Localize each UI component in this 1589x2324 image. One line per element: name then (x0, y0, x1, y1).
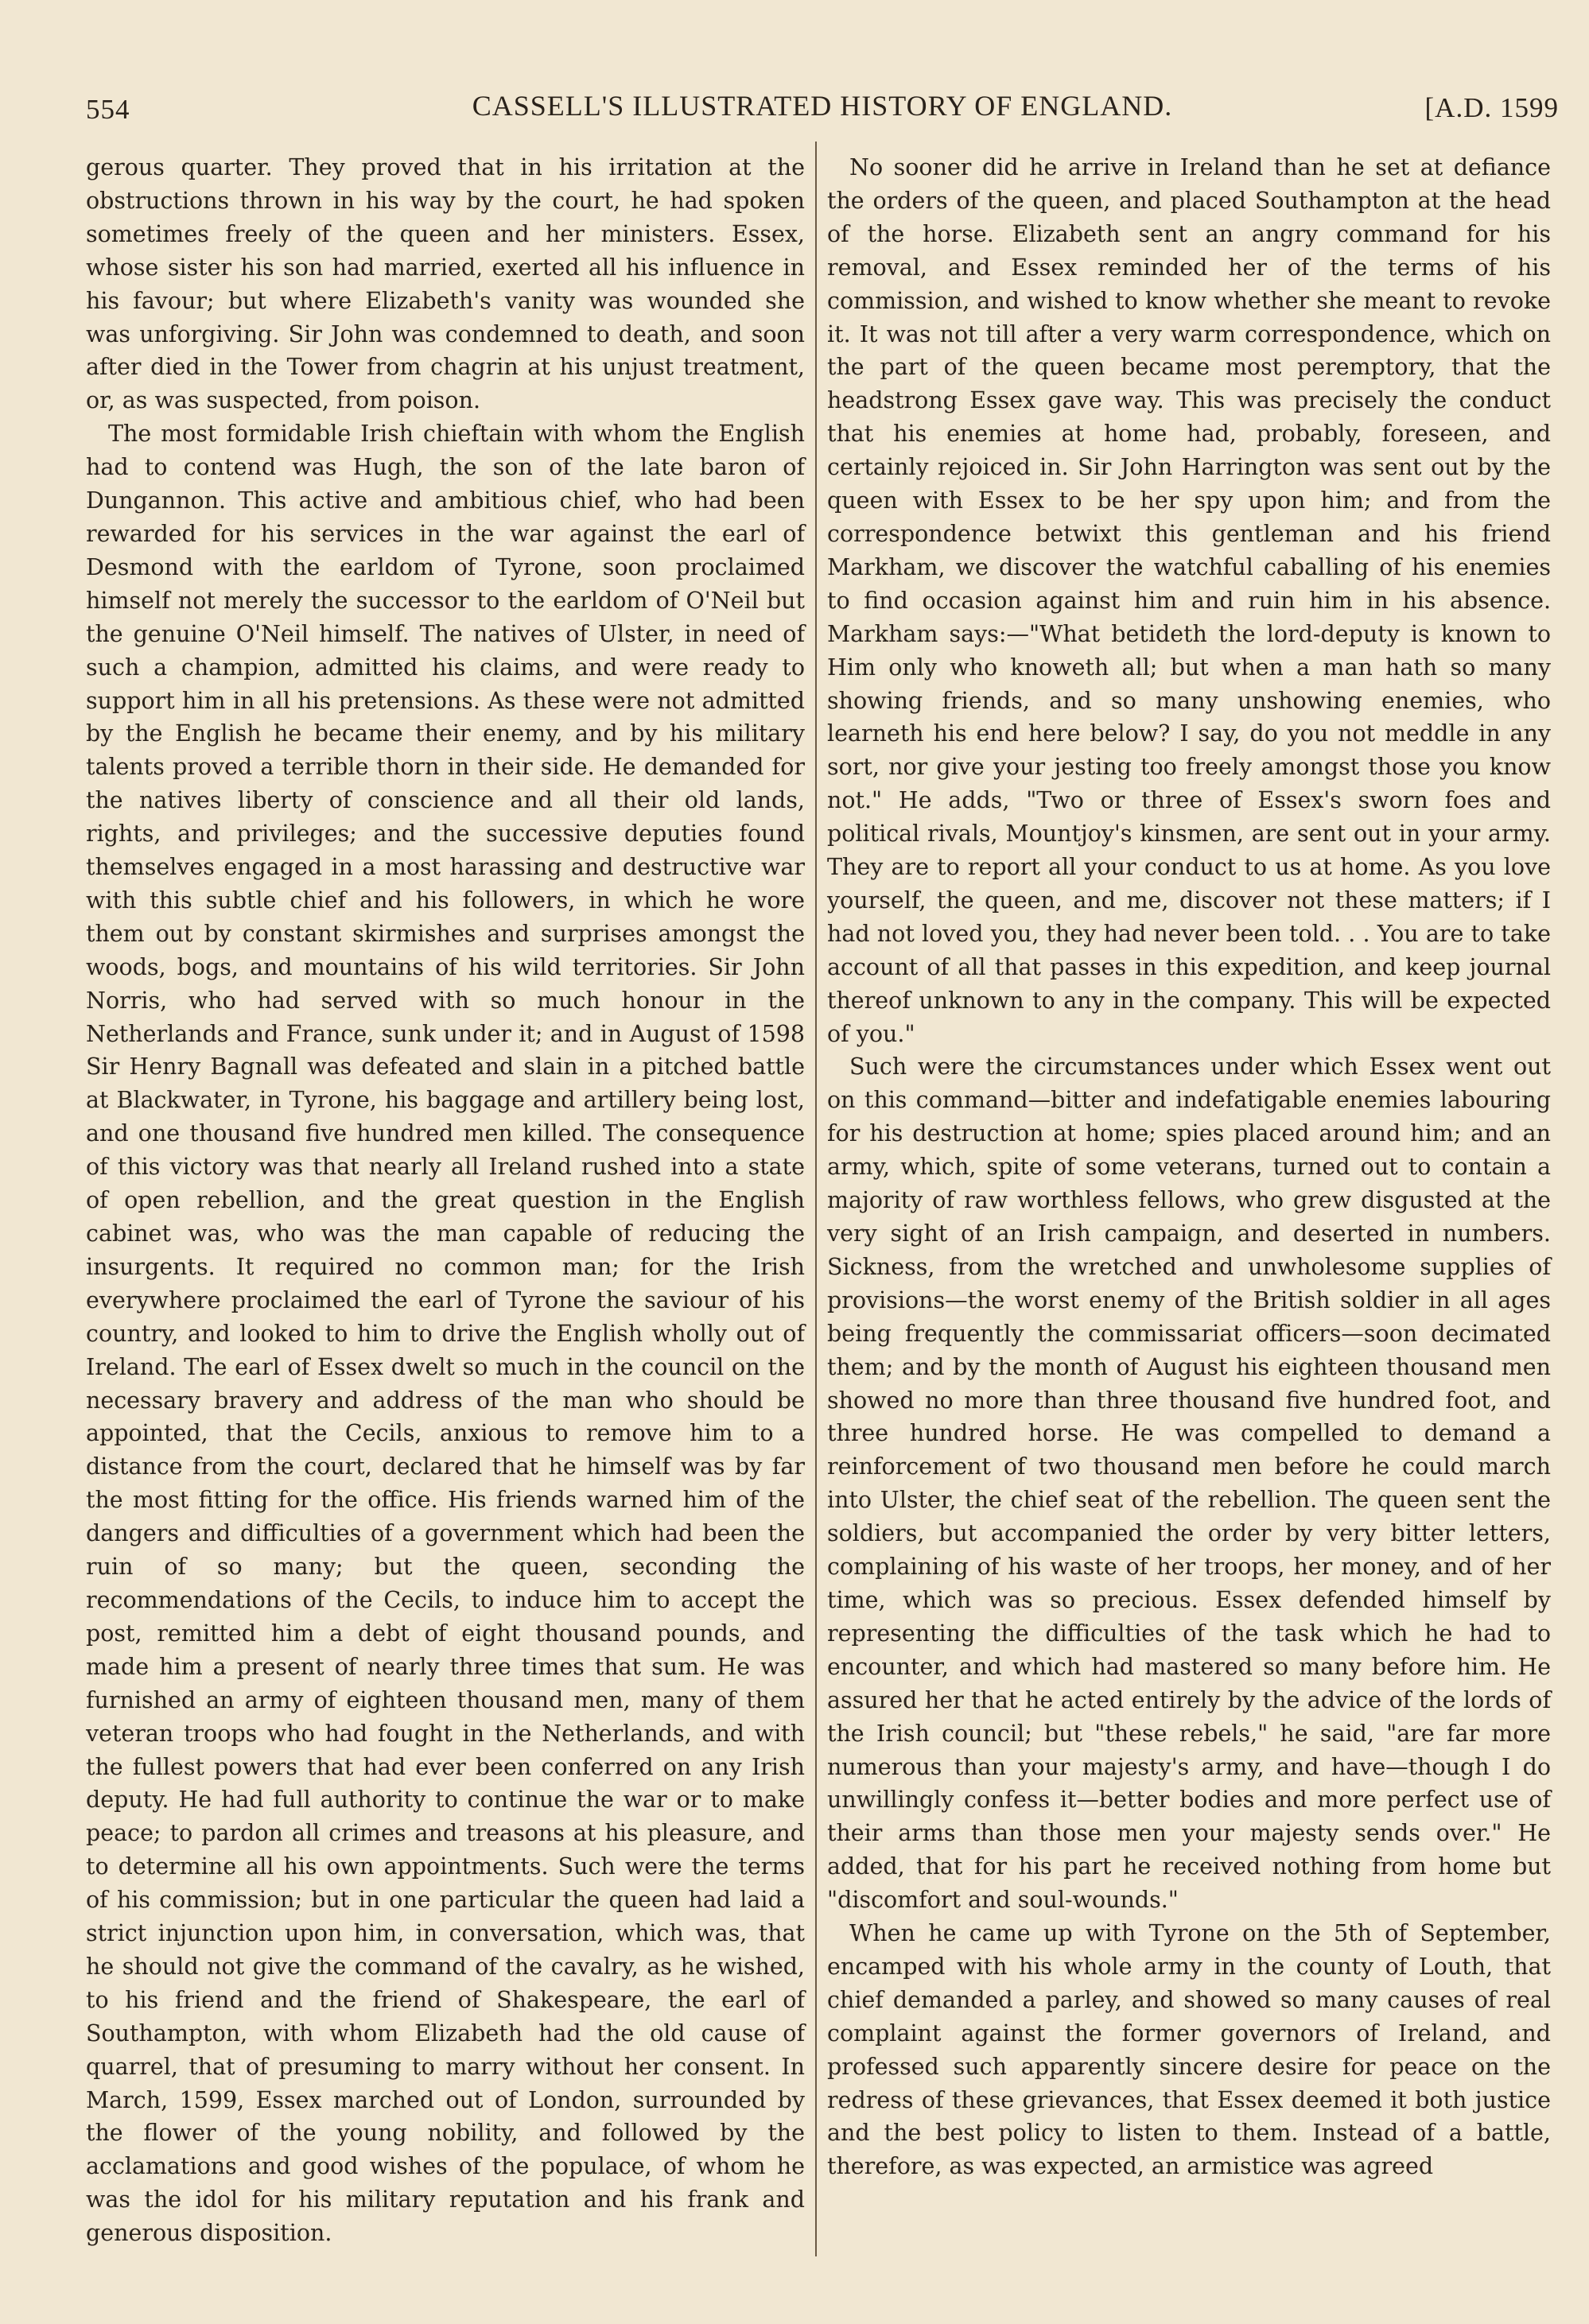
page-number: 554 (86, 94, 130, 125)
right-column (827, 151, 1551, 2183)
left-column (86, 151, 805, 2250)
column-divider (815, 142, 817, 2256)
paragraph: The most formidable Irish chieftain with whom the English had to contend was Hugh, the son of the late baron of Dungannon. This active and ambitious chief, who had been rewarded for his services in the war against the earl of Desmond with the earldom of Tyrone, soon proclaimed himself not merely the successor to the earldom of O'Neil but the genuine O'Neil himself. The natives of Ulster, in need of such a champion, admitted his claims, and were ready to support him in all his pretensions. As these were not admitted by the English he became their enemy, and by his military talents proved a terrible thorn in their side. He demanded for the natives liberty of conscience and all their old lands, rights, and privileges; and the successive deputies found themselves engaged in a most harassing and destructive war with this subtle chief and his followers, in which he wore them out by constant skirmishes and surprises amongst the woods, bogs, and mountains of his wild territories. Sir John Norris, who had served with so much honour in the Netherlands and France, sunk under it; and in August of 1598 Sir Henry Bagnall was defeated and slain in a pitched battle at Blackwater, in Tyrone, his baggage and artillery being lost, and one thousand five hundred men killed. The consequence of this victory was that nearly all Ireland rushed into a state of open rebellion, and the great question in the English cabinet was, who was the man capable of reducing the insurgents. It required no common man; for the Irish everywhere proclaimed the earl of Tyrone the saviour of his country, and looked to him to drive the English wholly out of Ireland. The earl of Essex dwelt so much in the council on the necessary bravery and address of the man who should be appointed, that the Cecils, anxious to remove him to a distance from the court, declared that he himself was by far the most fitting for the office. His friends warned him of the dangers and difficulties of a government which had been the ruin of so many; but the queen, seconding the recommendations of the Cecils, to induce him to accept the post, remitted him a debt of eight thousand pounds, and made him a present of nearly three times that sum. He was furnished an army of eighteen thousand men, many of them veteran troops who had fought in the Netherlands, and with the fullest powers that had ever been conferred on any Irish deputy. He had full authority to continue the war or to make peace; to pardon all crimes and treasons at his pleasure, and to determine all his own appointments. Such were the terms of his commission; but in one particular the queen had laid a strict injunction upon him, in conversation, which was, that he should not give the command of the cavalry, as he wished, to his friend and the friend of Shakespeare, the earl of Southampton, with whom Elizabeth had the old cause of quarrel, that of presuming to marry without her consent. In March, 1599, Essex marched out of London, surrounded by the flower of the young nobility, and followed by the acclamations and good wishes of the populace, of whom he was the idol for his military reputation and his frank and generous disposition. (86, 421, 805, 2247)
paragraph: No sooner did he arrive in Ireland than he set at defiance the orders of the queen, and placed Southampton at the head of the horse. Elizabeth sent an angry command for his removal, and Essex reminded her of the terms of his commission, and wished to know whether she meant to revoke it. It was not till after a very warm correspondence, which on the part of the queen became most peremptory, that the headstrong Essex gave way. This was precisely the conduct that his enemies at home had, probably, foreseen, and certainly rejoiced in. Sir John Harrington was sent out by the queen with Essex to be her spy upon him; and from the correspondence betwixt this gentleman and his friend Markham, we discover the watchful caballing of his enemies to find occasion against him and ruin him in his absence. Markham says:—"What betideth the lord-deputy is known to Him only who knoweth all; but when a man hath so many showing friends, and so many unshowing enemies, who learneth his end here below? I say, do you not meddle in any sort, nor give your jesting too freely amongst those you know not." He adds, "Two or three of Essex's sworn foes and political rivals, Mountjoy's kinsmen, are sent out in your army. They are to report all your conduct to us at home. As you love yourself, the queen, and me, discover not these matters; if I had not loved you, they had never been told. . . You are to take account of all that passes in this expedition, and keep journal thereof unknown to any in the company. This will be expected of you." (827, 154, 1551, 1047)
paragraph: Such were the circumstances under which Essex went out on this command—bitter and indefatigable enemies labouring for his destruction at home; spies placed around him; and an army, which, spite of some veterans, turned out to contain a majority of raw worthless fellows, who grew disgusted at the very sight of an Irish campaign, and deserted in numbers. Sickness, from the wretched and unwholesome supplies of provisions—the worst enemy of the British soldier in all ages being frequently the commissariat officers—soon decimated them; and by the month of August his eighteen thousand men showed no more than three thousand five hundred foot, and three hundred horse. He was compelled to demand a reinforcement of two thousand men before he could march into Ulster, the chief seat of the rebellion. The queen sent the soldiers, but accompanied the order by very bitter letters, complaining of his waste of her troops, her money, and of her time, which was so precious. Essex defended himself by representing the difficulties of the task which he had to encounter, and which had mastered so many before him. He assured her that he acted entirely by the advice of the lords of the Irish council; but "these rebels," he said, "are far more numerous than your majesty's army, and have—though I do unwillingly confess it—better bodies and more perfect use of their arms than those men your majesty sends over." He added, that for his part he received nothing from home but "discomfort and soul-wounds." (827, 1053, 1551, 1914)
book-title: CASSELL'S ILLUSTRATED HISTORY OF ENGLAND. (472, 90, 1173, 122)
paragraph: gerous quarter. They proved that in his irritation at the obstructions thrown in his way by the court, he had spoken sometimes freely of the queen and her ministers. Essex, whose sister his son had married, exerted all his influence in his favour; but where Elizabeth's vanity was wounded she was unforgiving. Sir John was condemned to death, and soon after died in the Tower from chagrin at his unjust treatment, or, as was suspected, from poison. (86, 154, 805, 414)
running-header (86, 89, 1559, 127)
paragraph: When he came up with Tyrone on the 5th of September, encamped with his whole army in the county of Louth, that chief demanded a parley, and showed so many causes of real complaint against the former governors of Ireland, and professed such apparently sincere desire for peace on the redress of these grievances, that Essex deemed it both justice and the best policy to listen to them. Instead of a battle, therefore, as was expected, an armistice was agreed (827, 1920, 1551, 2180)
header-date: [A.D. 1599 (1424, 92, 1559, 123)
